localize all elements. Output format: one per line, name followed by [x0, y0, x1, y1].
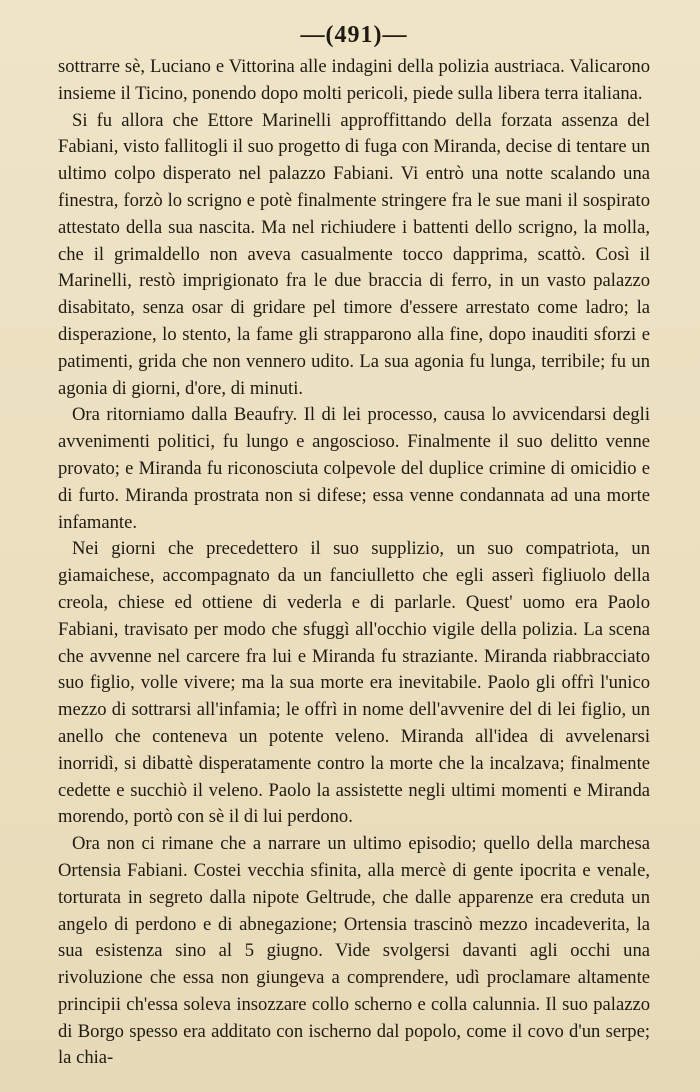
paragraph-1: sottrarre sè, Luciano e Vittorina alle indagini della polizia austriaca. Valicarono insieme il Ticino, ponendo dopo molti pericoli, piede sulla libera terra italiana. [58, 56, 650, 104]
paragraph-2: Si fu allora che Ettore Marinelli approffittando della forzata assenza del Fabiani, visto fallitogli il suo progetto di fuga con Miranda, decise di tentare un ultimo colpo disperato nel palazzo Fabiani. Vi entrò una notte scalando una finestra, forzò lo scrigno e potè finalmente stringere fra le sue mani il sospirato attestato della sua nascita. Ma nel richiudere i battenti dello scrigno, la molla, che il grimaldello non aveva casualmente tocco dapprima, scattò. Così il Marinelli, restò imprigionato fra le due braccia di ferro, in un vasto palazzo disabitato, senza osar di gridare pel timore d'essere arrestato come ladro; la disperazione, lo stento, la fame gli strapparono alla fine, dopo inauditi sforzi e patimenti, grida che non vennero udito. La sua agonia fu lunga, terribile; fu un agonia di giorni, d'ore, di minuti. [58, 109, 650, 399]
paragraph-3: Ora ritorniamo dalla Beaufry. Il di lei processo, causa lo avvicendarsi degli avvenimenti politici, fu lungo e angoscioso. Finalmente il suo delitto venne provato; e Miranda fu riconosciuta colpevole del duplice crimine di omicidio e di furto. Miranda prostrata non si difese; essa venne condannata ad una morte infamante. [58, 404, 650, 533]
paragraph-5: Ora non ci rimane che a narrare un ultimo episodio; quello della marchesa Ortensia Fabiani. Costei vecchia sfinita, alla mercè di gente ipocrita e venale, torturata in segreto dalla nipote Geltrude, che dalle apparenze era creduta un angelo di perdono e di abnegazione; Ortensia trascinò mezzo incadeverita, la sua esistenza sino al 5 giugno. Vide svolgersi davanti agli occhi una rivoluzione che essa non giungeva a comprendere, udì proclamare altamente principii ch'essa soleva insozzare collo scherno e colla calunnia. Il suo palazzo di Borgo spesso era additato con ischerno dal popolo, come il covo d'un serpe; la chia- [58, 833, 650, 1069]
page-number: —(491)— [300, 22, 408, 48]
paragraph-4: Nei giorni che precedettero il suo supplizio, un suo compatriota, un giamaichese, accompagnato da un fanciulletto che egli asserì figliuolo della creola, chiese ed ottiene di vederla e di parlarle. Quest' uomo era Paolo Fabiani, travisato per modo che sfuggì all'occhio vigile della polizia. La scena che avvenne nel carcere fra lui e Miranda fu straziante. Miranda riabbracciato suo figlio, volle vivere; ma la sua morte era inevitabile. Paolo gli offrì l'unico mezzo di sottrarsi all'infamia; le offrì in nome dell'avvenire del di lei figlio, un anello che conteneva un potente veleno. Miranda all'idea di avvelenarsi inorridì, si dibattè disperatamente contro la morte che la incalzava; finalmente cedette e succhiò il veleno. Paolo la assistette negli ultimi momenti e Miranda morendo, portò con sè il di lui perdono. [58, 538, 650, 828]
body-text [58, 54, 650, 1072]
